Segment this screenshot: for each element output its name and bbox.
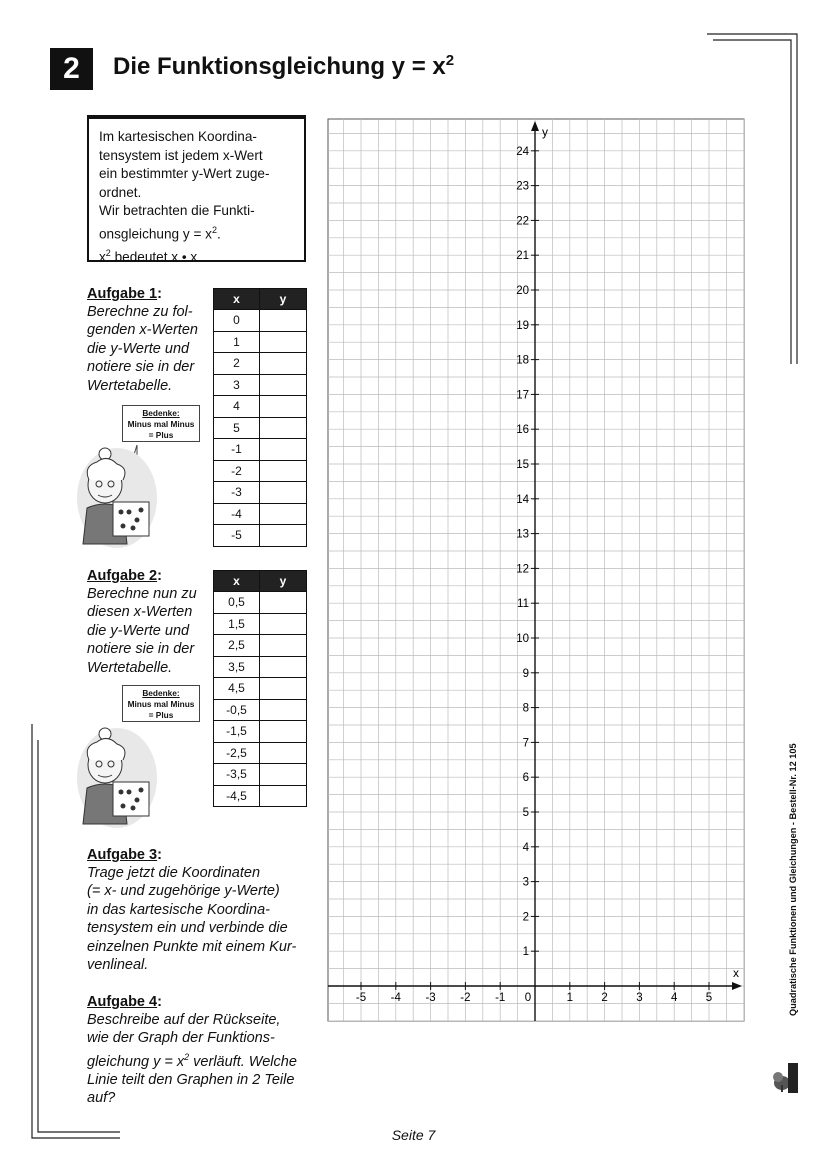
intro-text: onsgleichung y = x <box>99 226 212 242</box>
task-line: Linie teilt den Graphen in 2 Teile <box>87 1072 295 1089</box>
task-exponent: 2 <box>184 1051 190 1062</box>
x-value: 2,5 <box>214 635 260 657</box>
x-value: -1 <box>214 439 260 461</box>
intro-line: tensystem ist jedem x-Wert <box>99 147 263 163</box>
x-value: -3 <box>214 482 260 504</box>
x-tick-label: 5 <box>705 992 713 1004</box>
task-1-heading: Aufgabe 1 <box>87 286 158 302</box>
x-value: 3,5 <box>214 656 260 678</box>
hint-title: Bedenke <box>142 408 177 418</box>
y-tick-label: 18 <box>516 354 529 367</box>
hint-line: = Plus <box>148 430 174 440</box>
x-tick-label: 0 <box>524 992 532 1004</box>
table-header-x: x <box>214 571 260 592</box>
x-value: -1,5 <box>214 721 260 743</box>
y-tick-label: 1 <box>522 946 529 959</box>
x-value: 4,5 <box>214 678 260 700</box>
x-value: 1 <box>214 331 260 353</box>
hint-line: Minus mal Minus <box>127 699 195 709</box>
hint-colon: : <box>176 688 180 698</box>
x-tick-label: -4 <box>390 992 401 1004</box>
y-tick-label: 20 <box>516 285 529 297</box>
grid-border <box>328 119 744 1021</box>
x-value: -4 <box>214 503 260 525</box>
task-line: genden x-Werten <box>87 322 198 339</box>
x-value: 4 <box>214 396 260 418</box>
x-value: 0,5 <box>214 592 260 614</box>
y-tick-label: 14 <box>516 493 529 506</box>
task-line: Wertetabelle. <box>87 659 173 676</box>
task-line: notiere sie in der <box>87 641 195 658</box>
task-3-colon: : <box>157 847 162 863</box>
task-4-heading: Aufgabe 4 <box>87 994 158 1010</box>
task-line: Trage jetzt die Koordinaten <box>87 865 261 881</box>
y-tick-label: 5 <box>522 807 529 819</box>
x-tick-label: 3 <box>636 992 643 1004</box>
hint-line: = Plus <box>148 710 174 720</box>
task-2-colon: : <box>157 568 162 584</box>
x-value: -2 <box>214 460 260 482</box>
task-line: notiere sie in der <box>87 359 195 376</box>
task-line: tensystem ein und verbinde die <box>87 920 288 937</box>
side-publication-info: Quadratische Funktionen und Gleichungen - Bestell-Nr. 12 105 <box>788 743 798 1016</box>
task-line: in das kartesische Koordina- <box>87 901 270 918</box>
task-4-colon: : <box>157 994 162 1010</box>
y-tick-label: 17 <box>516 389 529 402</box>
intro-line: Wir betrachten die Funkti- <box>99 203 255 219</box>
intro-line: ein bestimmter y-Wert zuge- <box>99 166 270 182</box>
task-line: Beschreibe auf der Rückseite, <box>87 1012 281 1028</box>
task-line: Berechne nun zu <box>87 586 197 602</box>
x-axis-label: x <box>733 966 739 980</box>
grid-lines <box>328 119 744 1021</box>
task-text: verläuft. Welche <box>189 1053 297 1070</box>
intro-exponent: 2 <box>105 248 111 259</box>
intro-text: bedeutet x • x <box>110 249 198 265</box>
x-value: -4,5 <box>214 785 260 807</box>
x-tick-label: 2 <box>601 992 608 1004</box>
task-line: Berechne zu fol- <box>87 304 193 320</box>
task-line: Wertetabelle. <box>87 377 173 394</box>
x-value: 5 <box>214 417 260 439</box>
y-tick-label: 6 <box>522 772 529 785</box>
hint-colon: : <box>176 408 180 418</box>
task-2-heading: Aufgabe 2 <box>87 568 158 584</box>
task-line: die y-Werte und <box>87 622 190 639</box>
task-1-colon: : <box>157 286 162 302</box>
task-line: auf? <box>87 1090 116 1107</box>
y-tick-label: 11 <box>517 598 529 611</box>
y-tick-label: 16 <box>516 424 529 437</box>
task-line: diesen x-Werten <box>87 604 193 621</box>
hint-line: Minus mal Minus <box>127 419 195 429</box>
task-line: wie der Graph der Funktions- <box>87 1030 275 1047</box>
task-line: (= x- und zugehörige y-Werte) <box>87 883 280 900</box>
y-tick-label: 22 <box>516 215 529 228</box>
y-tick-label: 24 <box>516 145 529 158</box>
y-axis-label: y <box>542 125 548 139</box>
intro-line: ordnet. <box>99 184 142 200</box>
y-tick-label: 13 <box>516 528 529 541</box>
x-value: 0 <box>214 310 260 332</box>
table-header-x: x <box>214 289 260 310</box>
x-value: -3,5 <box>214 764 260 786</box>
y-tick-label: 12 <box>516 563 529 576</box>
table-header-y: y <box>260 571 307 592</box>
task-line: venlineal. <box>87 957 149 974</box>
page-number: Seite 7 <box>391 1127 436 1143</box>
y-tick-label: 3 <box>522 876 529 889</box>
y-tick-label: 23 <box>516 180 529 193</box>
task-3-heading: Aufgabe 3 <box>87 847 158 863</box>
title-text: Die Funktionsgleichung y = x <box>113 53 446 80</box>
intro-text: . <box>217 226 221 242</box>
title-exponent: 2 <box>445 52 455 69</box>
intro-line: Im kartesischen Koordina- <box>99 129 257 144</box>
x-tick-label: 1 <box>566 992 574 1004</box>
hint-title: Bedenke <box>142 688 177 698</box>
x-value: -0,5 <box>214 699 260 721</box>
publisher-logo <box>772 1063 800 1093</box>
intro-text: x <box>99 249 106 265</box>
x-value: 2 <box>214 353 260 375</box>
x-value: 1,5 <box>214 613 260 635</box>
y-tick-label: 8 <box>522 702 529 715</box>
y-tick-label: 4 <box>522 841 529 854</box>
x-value: 3 <box>214 374 260 396</box>
task-line: die y-Werte und <box>87 340 190 357</box>
task-line: einzelnen Punkte mit einem Kur- <box>87 938 297 955</box>
x-tick-label: -3 <box>425 992 436 1004</box>
x-tick-label: -5 <box>355 992 367 1004</box>
y-tick-label: 10 <box>516 633 529 645</box>
x-tick-label: -2 <box>460 992 471 1004</box>
section-number: 2 <box>50 48 93 90</box>
intro-exponent: 2 <box>211 224 217 235</box>
y-tick-label: 9 <box>522 667 529 680</box>
y-tick-label: 19 <box>516 319 529 332</box>
task-text: gleichung y = x <box>87 1053 185 1070</box>
x-tick-label: 4 <box>670 992 678 1004</box>
x-tick-label: -1 <box>495 992 506 1004</box>
y-tick-label: 21 <box>516 250 529 263</box>
x-value: -2,5 <box>214 742 260 764</box>
y-tick-label: 7 <box>522 737 529 750</box>
x-value: -5 <box>214 525 260 547</box>
y-tick-label: 15 <box>516 459 529 471</box>
table-header-y: y <box>260 289 307 310</box>
y-tick-label: 2 <box>522 911 529 924</box>
